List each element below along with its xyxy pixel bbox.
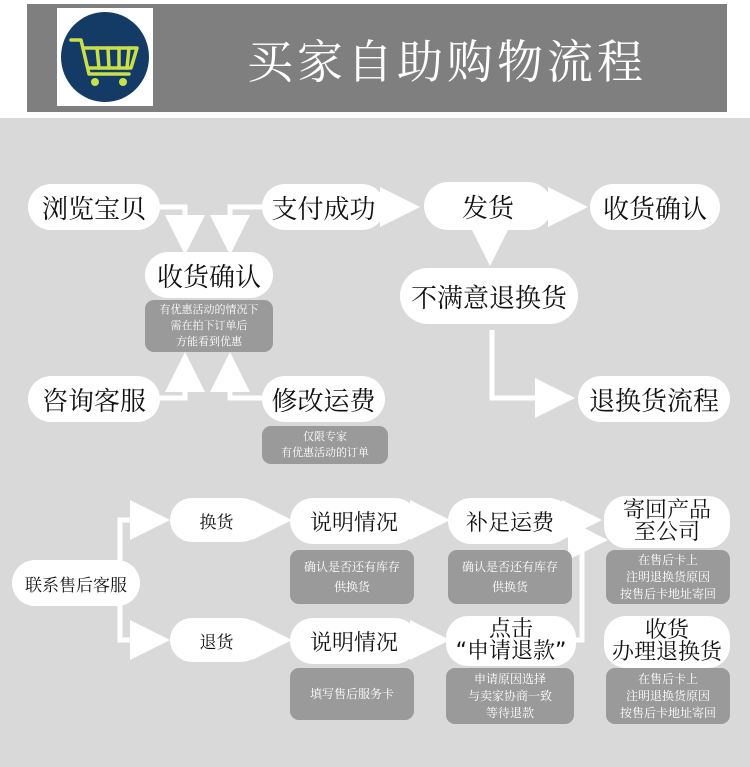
send-back-note-line: 注明退换货原因	[625, 569, 710, 584]
pay-shipping-note-line: 确认是否还有库存	[461, 560, 558, 574]
confirm-receipt-center-node: 收货确认	[145, 252, 273, 298]
contact-after-sales-node: 联系售后客服	[12, 560, 140, 606]
discount-note	[145, 300, 273, 352]
discount-note-line: 需在拍下订单后	[170, 319, 248, 332]
receive-process-note-line: 注明退换货原因	[625, 688, 710, 703]
browse-products-node: 浏览宝贝	[28, 184, 160, 230]
send-back-node	[604, 496, 730, 548]
refund-node: 退货	[170, 618, 263, 662]
receive-process-node	[604, 616, 730, 668]
consult-service-node: 咨询客服	[28, 376, 160, 422]
explain-refund-note-line: 填写售后服务卡	[309, 687, 394, 701]
return-flow-node: 退换货流程	[578, 376, 730, 422]
explain-exchange-note-line: 确认是否还有库存	[303, 560, 400, 574]
ship-node: 发货	[424, 182, 552, 230]
explain-exchange-note	[290, 550, 414, 604]
exchange-node: 换货	[170, 498, 263, 542]
modify-shipping-node: 修改运费	[262, 376, 385, 422]
send-back-note-line: 在售后卡上	[637, 552, 698, 567]
pay-shipping-note-line: 供换货	[491, 580, 528, 594]
payment-success-node: 支付成功	[262, 184, 385, 230]
receive-process-note-line: 在售后卡上	[637, 671, 698, 686]
click-refund-line: “申请退款”	[455, 639, 567, 664]
click-refund-line: 点击	[488, 617, 533, 642]
shipping-note-line: 仅限专家	[303, 430, 347, 443]
click-refund-node	[446, 616, 576, 666]
click-refund-note-line: 与卖家协商一致	[467, 688, 552, 703]
receive-process-line: 办理退换货	[611, 640, 722, 665]
click-refund-note-line: 等待退款	[485, 705, 534, 720]
discount-note-line: 有优惠活动的情况下	[159, 303, 259, 316]
explain-exchange-note-line: 供换货	[333, 580, 370, 594]
page-title: 买家自助购物流程	[247, 35, 647, 89]
receive-process-line: 收货	[644, 618, 689, 643]
receive-process-note-line: 按售后卡地址寄回	[619, 705, 716, 720]
explain-refund-note	[290, 668, 414, 720]
pay-shipping-node: 补足运费	[448, 498, 572, 544]
shipping-note	[262, 426, 388, 464]
send-back-note	[606, 550, 730, 604]
explain-exchange-node: 说明情况	[290, 498, 418, 544]
confirm-receipt-right-node: 收货确认	[590, 184, 720, 230]
receive-process-note	[606, 668, 730, 724]
discount-note-line: 方能看到优惠	[176, 335, 242, 348]
pay-shipping-note	[448, 550, 572, 604]
send-back-note-line: 按售后卡地址寄回	[619, 586, 716, 601]
send-back-line: 寄回产品	[622, 498, 711, 523]
explain-refund-node: 说明情况	[290, 618, 418, 664]
click-refund-note	[446, 668, 574, 724]
send-back-line: 至公司	[633, 520, 700, 545]
shipping-note-line: 有优惠活动的订单	[281, 446, 369, 459]
unsatisfied-return-node: 不满意退换货	[400, 268, 578, 324]
click-refund-note-line: 申请原因选择	[473, 671, 546, 686]
